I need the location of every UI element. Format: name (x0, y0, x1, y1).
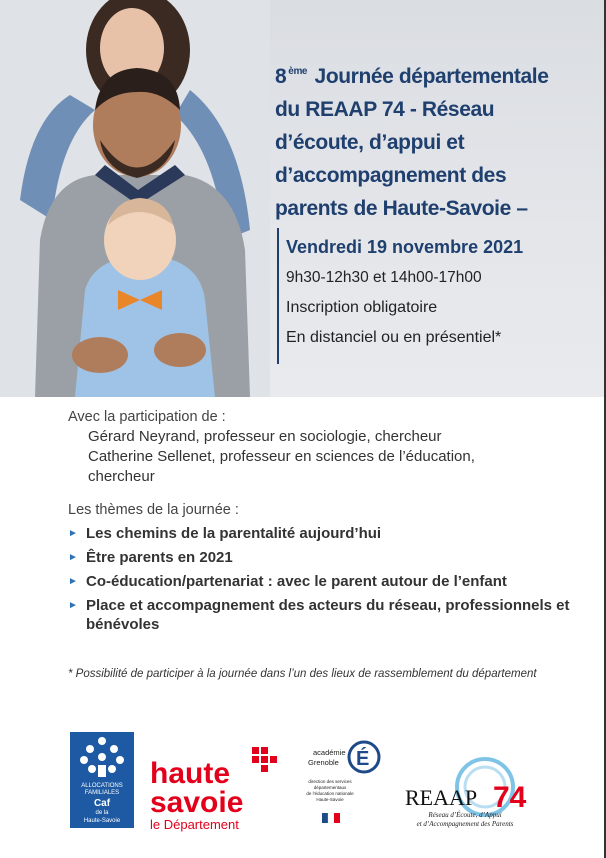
academie-logo (306, 742, 379, 823)
theme-text: Co-éducation/partenariat : avec le parent autour de l’enfant (86, 573, 507, 590)
hs-line3: le Département (150, 817, 239, 832)
title-line4: d’accompagnement des (275, 164, 507, 187)
main-content (68, 408, 588, 638)
hs-line2: savoie (150, 786, 244, 819)
participant-2: Catherine Sellenet, professeur en sciences de l’éducation, (88, 448, 475, 465)
reaap-name: REAAP (405, 785, 478, 810)
academie-d3: de l’éducation nationale (306, 791, 354, 796)
haute-savoie-logo (150, 747, 277, 832)
event-title (275, 55, 595, 225)
title-line2: du REAAP 74 - Réseau (275, 98, 495, 121)
event-registration: Inscription obligatoire (286, 299, 438, 316)
theme-text: Place et accompagnement des acteurs du réseau, professionnels et bénévoles (86, 597, 570, 633)
triangle-bullet-icon: ► (68, 576, 78, 587)
title-line1: Journée départementale (314, 65, 549, 88)
family-photo (0, 0, 270, 397)
academie-d4: Haute-Savoie (316, 797, 344, 802)
caf-sub1: de la (95, 810, 109, 816)
caf-sub2: Haute-Savoie (83, 818, 121, 824)
reaap-number: 74 (493, 781, 527, 814)
academie-line2: Grenoble (308, 758, 339, 767)
theme-item (68, 524, 588, 544)
theme-item (68, 548, 588, 568)
theme-text: Être parents en 2021 (86, 549, 233, 566)
title-ordinal: ème (288, 66, 308, 77)
themes-lead: Les thèmes de la journée : (68, 502, 239, 518)
caf-line2: FAMILIALES (84, 790, 120, 796)
theme-text: Les chemins de la parentalité aujourd’hui (86, 525, 382, 542)
academie-e-icon: É (356, 748, 370, 770)
partner-logos (0, 725, 606, 855)
title-number: 8 (275, 65, 287, 88)
event-date: Vendredi 19 novembre 2021 (286, 237, 524, 257)
academie-line1: académie (313, 748, 346, 757)
reaap-tag1: Réseau d’Écoute, d’Appui (428, 811, 502, 819)
caf-logo (70, 732, 134, 828)
title-line5: parents de Haute-Savoie – (275, 197, 528, 220)
academie-d1: direction des services (308, 779, 352, 784)
reaap-logo (405, 759, 527, 828)
hero-banner (0, 0, 604, 397)
reaap-tag2: et d’Accompagnement des Parents (416, 820, 514, 828)
hs-line1: haute (150, 757, 231, 790)
triangle-bullet-icon: ► (68, 552, 78, 563)
caf-brand: Caf (93, 798, 111, 809)
event-hours: 9h30-12h30 et 14h00-17h00 (286, 269, 482, 286)
participant-1: Gérard Neyrand, professeur en sociologie, chercheur (88, 428, 442, 445)
theme-item (68, 596, 588, 634)
participants-lead: Avec la participation de : (68, 409, 226, 425)
title-line3: d’écoute, d’appui et (275, 131, 465, 154)
triangle-bullet-icon: ► (68, 600, 78, 611)
caf-line1: ALLOCATIONS (81, 783, 123, 789)
footnote: * Possibilité de participer à la journée dans l’un des lieux de rassemblement du département (68, 668, 537, 680)
event-mode: En distanciel ou en présentiel* (286, 329, 502, 346)
academie-d2: départementaux (313, 785, 347, 790)
participant-2-cont: chercheur (88, 468, 155, 485)
theme-item (68, 572, 588, 592)
event-info (277, 228, 604, 364)
triangle-bullet-icon: ► (68, 528, 78, 539)
